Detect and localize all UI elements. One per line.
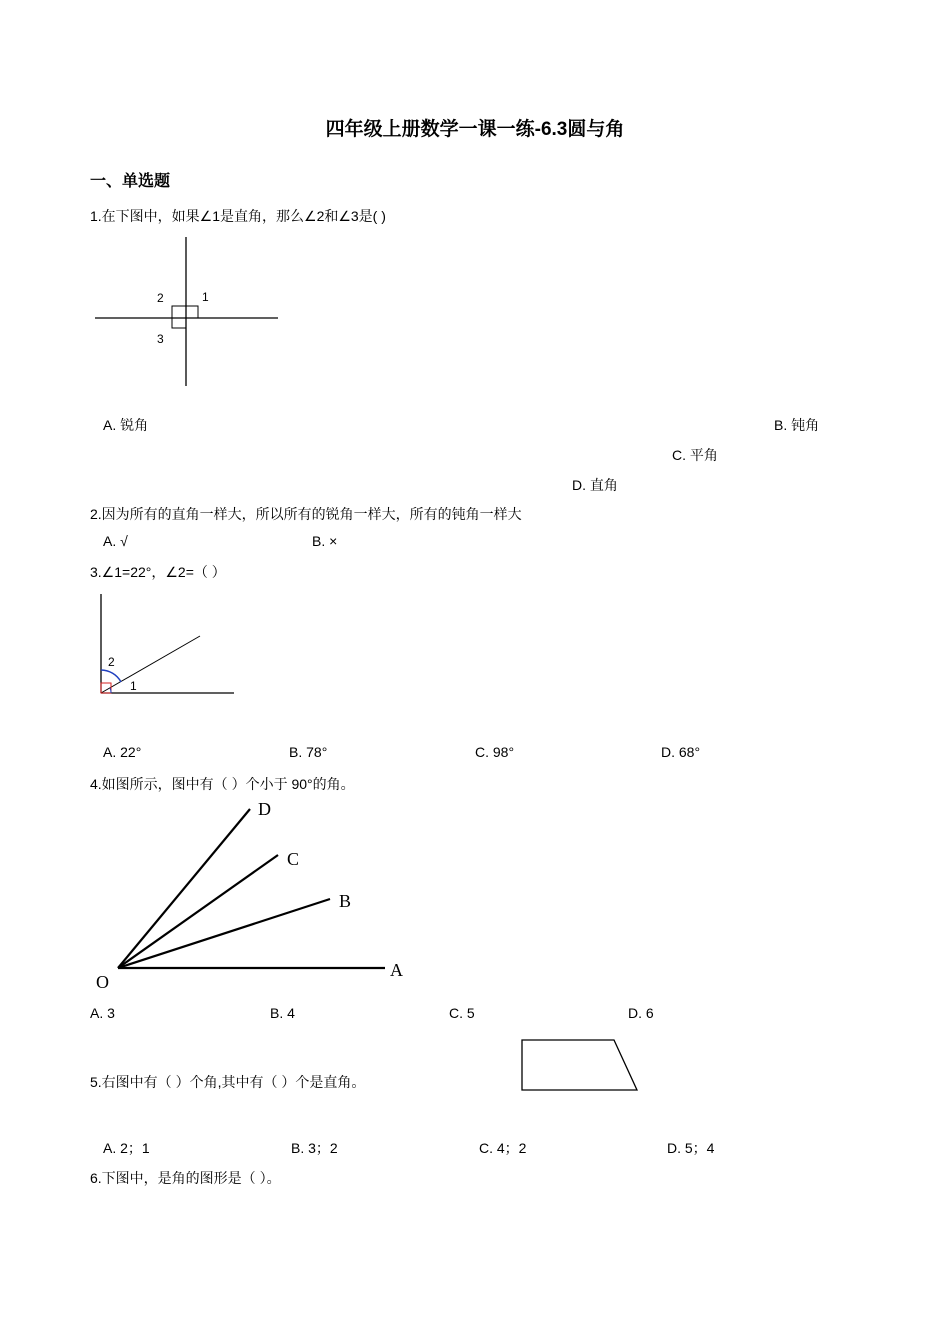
question-4-stem: 4.如图所示，图中有（ ）个小于 90°的角。 [90, 776, 355, 792]
question-1-option-b[interactable]: B. 钝角 [774, 417, 820, 433]
point-label-o: O [96, 972, 109, 992]
question-5-option-d[interactable]: D. 5；4 [667, 1140, 715, 1156]
trapezoid-shape [522, 1040, 637, 1090]
section-heading: 一、单选题 [90, 173, 171, 190]
right-angle-mark-lower [172, 306, 186, 328]
point-label-b: B [339, 891, 352, 911]
question-5-figure [518, 1036, 643, 1096]
question-3-option-d[interactable]: D. 68° [661, 744, 701, 760]
question-2-option-b[interactable]: B. × [312, 533, 338, 549]
angle-label-2: 2 [157, 291, 164, 305]
angle-2-arc [101, 670, 121, 682]
question-1-option-a[interactable]: A. 锐角 [103, 417, 149, 433]
question-4-figure [90, 795, 420, 995]
right-angle-mark-upper [186, 306, 198, 318]
question-3-option-a[interactable]: A. 22° [103, 744, 142, 760]
question-1-stem: 1.在下图中，如果∠1是直角，那么∠2和∠3是( ) [90, 208, 386, 224]
question-1-figure [90, 235, 290, 395]
question-1-option-d[interactable]: D. 直角 [572, 477, 618, 493]
question-5-option-b[interactable]: B. 3；2 [291, 1140, 338, 1156]
question-3-figure [95, 590, 245, 700]
angle-label-2: 2 [108, 655, 115, 669]
question-4-option-a[interactable]: A. 3 [90, 1005, 115, 1021]
question-4-option-d[interactable]: D. 6 [628, 1005, 654, 1021]
page-title: 四年级上册数学一课一练-6.3圆与角 [325, 119, 625, 140]
question-4-option-c[interactable]: C. 5 [449, 1005, 475, 1021]
question-5-option-c[interactable]: C. 4；2 [479, 1140, 527, 1156]
question-1-option-c[interactable]: C. 平角 [672, 447, 718, 463]
angle-label-1: 1 [202, 290, 209, 304]
angle-label-3: 3 [157, 332, 164, 346]
point-label-c: C [287, 849, 300, 869]
question-2-stem: 2.因为所有的直角一样大，所以所有的锐角一样大，所有的钝角一样大 [90, 506, 522, 522]
question-5-option-a[interactable]: A. 2；1 [103, 1140, 150, 1156]
ray-ob [118, 899, 330, 968]
angle-label-1: 1 [130, 679, 137, 693]
point-label-d: D [258, 799, 271, 819]
question-3-option-b[interactable]: B. 78° [289, 744, 328, 760]
point-label-a: A [390, 960, 403, 980]
question-4-option-b[interactable]: B. 4 [270, 1005, 295, 1021]
question-5-stem: 5.右图中有（ ）个角,其中有（ ）个是直角。 [90, 1074, 366, 1090]
question-3-option-c[interactable]: C. 98° [475, 744, 515, 760]
question-6-stem: 6.下图中，是角的图形是（ ）。 [90, 1170, 281, 1186]
oblique-ray [101, 636, 200, 693]
question-3-stem: 3.∠1=22°，∠2=（ ） [90, 564, 226, 580]
question-2-option-a[interactable]: A. √ [103, 533, 128, 549]
